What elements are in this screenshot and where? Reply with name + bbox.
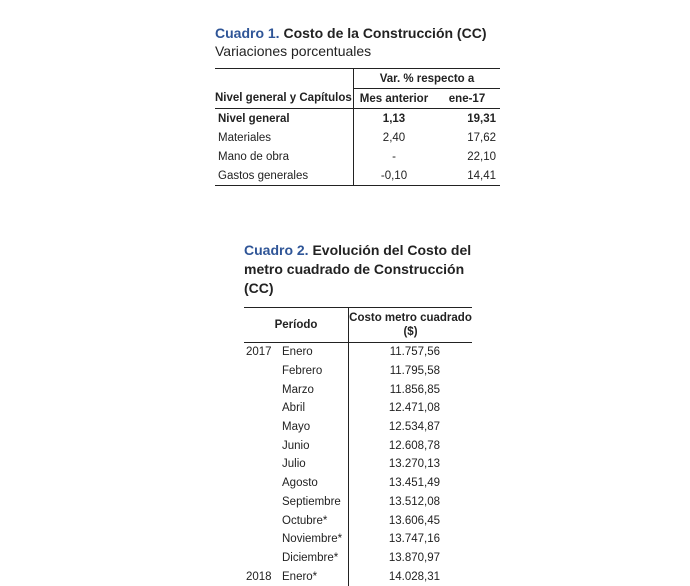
table-1-header-row	[215, 89, 500, 109]
row-year	[244, 511, 282, 530]
cell-value: 1,13	[354, 109, 435, 129]
table-row	[215, 109, 500, 129]
table-row	[244, 362, 472, 381]
table-row	[244, 549, 472, 568]
row-value: 11.856,85	[349, 380, 473, 399]
row-value: 14.028,31	[349, 567, 473, 586]
table-2	[244, 307, 472, 586]
table-1-title	[215, 24, 500, 42]
table-row	[244, 418, 472, 437]
row-year: 2018	[246, 570, 272, 583]
row-value: 11.757,56	[349, 343, 473, 362]
row-month: Diciembre*	[282, 551, 339, 564]
row-value: 13.870,97	[349, 549, 473, 568]
col-ene17-header: ene-17	[434, 89, 500, 109]
table-2-title	[244, 241, 474, 298]
row-month: Septiembre	[282, 495, 341, 508]
cell-value: 14,41	[434, 166, 500, 186]
cell-value: 17,62	[467, 131, 496, 144]
row-value: 12.534,87	[349, 418, 473, 437]
row-value: 13.512,08	[349, 493, 473, 512]
table-row	[244, 530, 472, 549]
table-2-header-row	[244, 308, 472, 343]
row-month: Noviembre*	[282, 533, 343, 546]
table-2-number: Cuadro 2.	[244, 242, 309, 258]
table-row	[244, 511, 472, 530]
row-year	[244, 474, 282, 493]
row-label: Nivel general	[218, 112, 290, 125]
row-month: Enero*	[282, 570, 318, 583]
table-row	[244, 436, 472, 455]
table-2-body	[244, 343, 472, 586]
table-row	[244, 343, 472, 362]
col-value-header-line1: Costo metro cuadrado	[349, 312, 472, 324]
row-year	[244, 549, 282, 568]
row-year	[244, 455, 282, 474]
row-value: 12.471,08	[349, 399, 473, 418]
table-1-title-text: Costo de la Construcción (CC)	[283, 25, 487, 41]
table-row	[244, 399, 472, 418]
table-1-group-header-row	[215, 69, 500, 89]
row-month: Junio	[282, 439, 310, 452]
table-1	[215, 68, 500, 186]
table-1-subtitle: Variaciones porcentuales	[215, 43, 372, 59]
cell-value: 2,40	[354, 128, 435, 147]
table-1-number: Cuadro 1.	[215, 25, 280, 41]
row-value: 11.795,58	[349, 362, 473, 381]
table-row	[244, 567, 472, 586]
row-year	[244, 418, 282, 437]
col-mes-anterior-header: Mes anterior	[354, 89, 435, 109]
group-header: Var. % respecto a	[354, 69, 501, 89]
cell-value: -	[354, 147, 435, 166]
table-row	[244, 380, 472, 399]
row-month: Agosto	[282, 477, 318, 490]
row-month: Febrero	[282, 365, 323, 378]
row-value: 13.606,45	[349, 511, 473, 530]
row-year	[244, 399, 282, 418]
col-value-header	[349, 308, 473, 343]
row-month: Enero	[282, 346, 313, 359]
table-2-title-line2: metro cuadrado de Construcción (CC)	[244, 261, 465, 296]
col-value-header-line2: ($)	[403, 326, 418, 338]
table-row	[215, 147, 500, 166]
row-year	[244, 493, 282, 512]
row-label: Gastos generales	[215, 166, 354, 186]
row-month: Mayo	[282, 421, 311, 434]
row-value: 13.451,49	[349, 474, 473, 493]
cell-value: 19,31	[467, 112, 496, 125]
row-year	[244, 436, 282, 455]
row-year	[244, 380, 282, 399]
table-row	[244, 455, 472, 474]
table-2-title-line1: Evolución del Costo del	[312, 242, 472, 258]
row-value: 12.608,78	[349, 436, 473, 455]
table-2-block	[244, 241, 474, 586]
row-year: 2017	[246, 346, 272, 359]
table-row	[215, 128, 500, 147]
row-month: Abril	[282, 402, 306, 415]
table-row	[215, 166, 500, 186]
row-month: Marzo	[282, 383, 314, 396]
row-value: 13.747,16	[349, 530, 473, 549]
table-row	[244, 493, 472, 512]
row-value: 13.270,13	[349, 455, 473, 474]
cell-value: -0,10	[354, 166, 435, 186]
row-label: Materiales	[218, 131, 272, 144]
row-label: Mano de obra	[218, 150, 289, 163]
row-year	[244, 530, 282, 549]
col-period-header: Período	[244, 308, 349, 343]
row-year	[244, 362, 282, 381]
table-1-block	[215, 24, 500, 186]
table-row	[244, 474, 472, 493]
row-month: Julio	[282, 458, 306, 471]
col-label-header: Nivel general y Capítulos	[215, 89, 354, 109]
cell-value: 22,10	[467, 150, 496, 163]
row-month: Octubre*	[282, 514, 328, 527]
